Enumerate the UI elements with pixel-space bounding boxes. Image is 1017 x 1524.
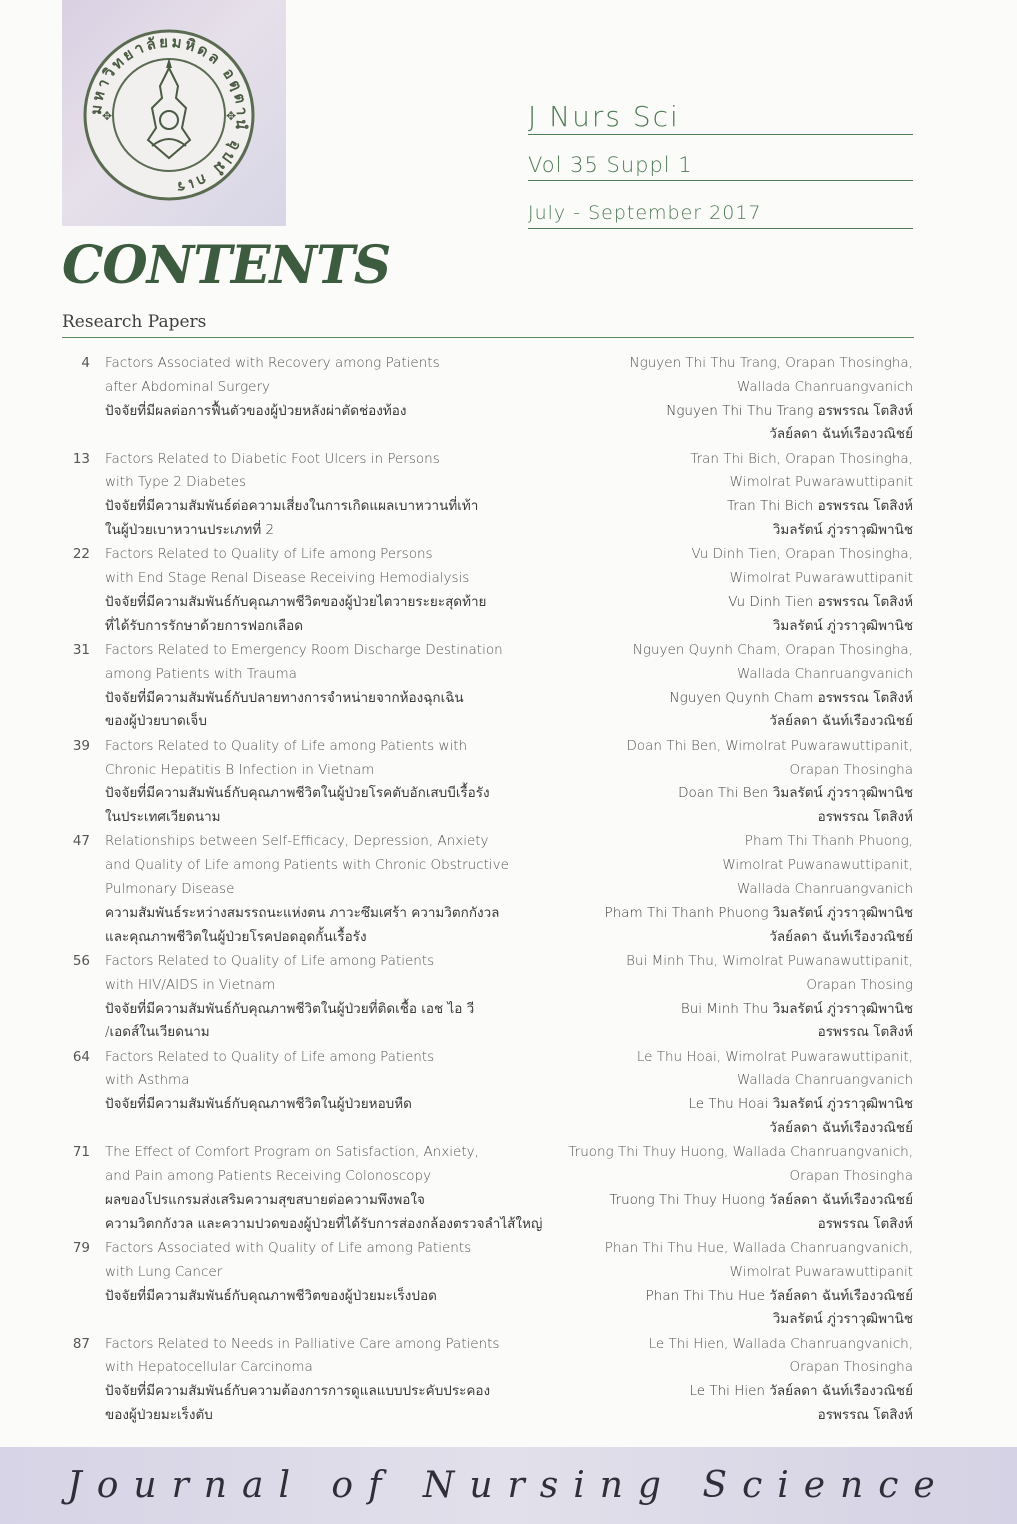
author-line: อรพรรณ โตสิงห์ (817, 809, 913, 826)
title-line: with End Stage Renal Disease Receiving Hemodialysis (105, 570, 470, 587)
title-line: และคุณภาพชีวิตในผู้ป่วยโรคปอดอุดกั้นเรื้อรัง (105, 928, 367, 945)
author-line: Le Thu Hoai, Wimolrat Puwarawuttipanit, (636, 1048, 913, 1065)
page-number: 64 (72, 1048, 90, 1065)
title-line: ปัจจัยที่มีความสัมพันธ์กับปลายทางการจำหน่ายจากห้องฉุกเฉิน (105, 689, 464, 706)
author-line: Pham Thi Thanh Phuong วิมลรัตน์ ภู่วราวุฒิพานิช (604, 904, 913, 921)
title-line: /เอดส์ในเวียดนาม (105, 1024, 210, 1041)
title-line: The Effect of Comfort Program on Satisfaction, Anxiety, (105, 1144, 479, 1161)
author-line: Wallada Chanruangvanich (736, 1072, 913, 1089)
title-line: ของผู้ป่วยมะเร็งตับ (105, 1407, 213, 1424)
title-line: Factors Related to Quality of Life among Persons (105, 546, 433, 563)
footer-journal-name: Journal of Nursing Science (67, 1465, 950, 1506)
title-line: with Asthma (105, 1072, 190, 1089)
article-authors (493, 1046, 913, 1141)
issue-date: July - September 2017 (528, 202, 913, 229)
title-line: ปัจจัยที่มีความสัมพันธ์กับคุณภาพชีวิตของผู้ป่วยไตวายระยะสุดท้าย (105, 593, 487, 610)
author-line: วัลย์ลดา ฉันท์เรืองวณิชย์ (769, 426, 913, 443)
svg-text:✥: ✥ (102, 109, 113, 123)
article-authors (493, 830, 913, 949)
author-line: อรพรรณ โตสิงห์ (817, 1024, 913, 1041)
article-authors (493, 352, 913, 447)
author-line: Orapan Thosingha (789, 1359, 913, 1376)
author-line: Nguyen Thi Thu Trang, Orapan Thosingha, (629, 355, 913, 371)
title-line: Factors Related to Quality of Life among Patients with (105, 737, 468, 754)
title-line: and Pain among Patients Receiving Colonoscopy (105, 1168, 432, 1185)
author-line: วัลย์ลดา ฉันท์เรืองวณิชย์ (769, 1120, 913, 1137)
title-line: ปัจจัยที่มีความสัมพันธ์กับคุณภาพชีวิตในผู้ป่วยโรคตับอักเสบบีเรื้อรัง (105, 785, 490, 802)
page-number: 47 (72, 833, 90, 850)
author-line: Doan Thi Ben, Wimolrat Puwarawuttipanit, (626, 737, 913, 754)
title-line: Factors Related to Diabetic Foot Ulcers in Persons (105, 450, 440, 467)
toc-entry[interactable] (0, 1046, 1017, 1142)
article-authors (493, 639, 913, 734)
title-line: Pulmonary Disease (105, 881, 235, 898)
title-line: Factors Related to Needs in Palliative Care among Patients (105, 1335, 500, 1352)
author-line: Truong Thi Thuy Huong วัลย์ลดา ฉันท์เรืองวณิชย์ (609, 1191, 913, 1208)
page-number: 22 (72, 546, 90, 563)
title-line: ปัจจัยที่มีความสัมพันธ์กับคุณภาพชีวิตของผู้ป่วยมะเร็งปอด (105, 1287, 437, 1304)
author-line: Bui Minh Thu วิมลรัตน์ ภู่วราวุฒิพานิช (680, 1000, 913, 1017)
page-number: 31 (72, 642, 90, 659)
title-line: Factors Related to Emergency Room Discharge Destination (105, 642, 503, 659)
section-label: Research Papers (62, 312, 207, 332)
page-number: 71 (72, 1144, 90, 1161)
author-line: Wimolrat Puwarawuttipanit (729, 474, 913, 491)
author-line: Tran Thi Bich, Orapan Thosingha, (690, 450, 913, 467)
title-line: with Lung Cancer (105, 1263, 223, 1280)
contents-heading: CONTENTS (62, 235, 391, 296)
author-line: วิมลรัตน์ ภู่วราวุฒิพานิช (772, 1311, 913, 1328)
author-line: วัลย์ลดา ฉันท์เรืองวณิชย์ (769, 713, 913, 730)
toc-entry[interactable] (0, 1333, 1017, 1429)
title-line: among Patients with Trauma (105, 665, 297, 682)
title-line: ความวิตกกังวล และความปวดของผู้ป่วยที่ได้รับการส่องกล้องตรวจลำไส้ใหญ่ (105, 1215, 543, 1232)
toc-entry[interactable] (0, 1141, 1017, 1237)
title-line: ปัจจัยที่มีความสัมพันธ์ต่อความเสี่ยงในการเกิดแผลเบาหวานที่เท้า (105, 498, 479, 515)
author-line: อรพรรณ โตสิงห์ (817, 1407, 913, 1424)
title-line: and Quality of Life among Patients with Chronic Obstructive (105, 857, 509, 874)
title-line: with Type 2 Diabetes (105, 474, 247, 491)
title-line: Chronic Hepatitis B Infection in Vietnam (105, 761, 375, 778)
page-number: 4 (81, 355, 90, 371)
author-line: Phan Thi Thu Hue วัลย์ลดา ฉันท์เรืองวณิชย์ (645, 1287, 913, 1304)
title-line: ในประเทศเวียดนาม (105, 809, 221, 826)
article-authors (493, 1141, 913, 1236)
title-line: ปัจจัยที่มีความสัมพันธ์กับคุณภาพชีวิตในผู้ป่วยที่ติดเชื้อ เอช ไอ วี (105, 1000, 475, 1017)
mahidol-seal-logo (82, 28, 256, 202)
title-line: Factors Associated with Recovery among Patients (105, 355, 440, 371)
page-number: 13 (72, 450, 90, 467)
title-line: Factors Related to Quality of Life among Patients (105, 952, 435, 969)
author-line: Le Thi Hien วัลย์ลดา ฉันท์เรืองวณิชย์ (689, 1383, 913, 1400)
author-line: Nguyen Thi Thu Trang อรพรรณ โตสิงห์ (666, 402, 913, 419)
journal-abbrev: J Nurs Sci (528, 100, 913, 135)
author-line: Bui Minh Thu, Wimolrat Puwanawuttipanit, (626, 952, 913, 969)
toc-entry[interactable] (0, 1237, 1017, 1333)
footer-band (0, 1447, 1017, 1524)
toc-entry[interactable] (0, 543, 1017, 639)
section-divider (62, 337, 914, 338)
author-line: Nguyen Quynh Cham อรพรรณ โตสิงห์ (669, 689, 913, 706)
article-authors (493, 1333, 913, 1428)
title-line: ผลของโปรแกรมส่งเสริมความสุขสบายต่อความพึงพอใจ (105, 1191, 425, 1208)
toc-entry[interactable] (0, 448, 1017, 544)
author-line: Pham Thi Thanh Phuong, (744, 833, 913, 850)
title-line: with Hepatocellular Carcinoma (105, 1359, 313, 1376)
author-line: Le Thi Hien, Wallada Chanruangvanich, (648, 1335, 913, 1352)
page-number: 79 (72, 1240, 90, 1256)
toc-entry[interactable] (0, 735, 1017, 831)
toc-entry[interactable] (0, 639, 1017, 735)
toc-list (0, 352, 1017, 1428)
title-line: ของผู้ป่วยบาดเจ็บ (105, 713, 207, 730)
author-line: Wallada Chanruangvanich (736, 665, 913, 682)
title-line: with HIV/AIDS in Vietnam (105, 976, 276, 993)
author-line: วัลย์ลดา ฉันท์เรืองวณิชย์ (769, 928, 913, 945)
author-line: วิมลรัตน์ ภู่วราวุฒิพานิช (772, 617, 913, 634)
title-line: Relationships between Self-Efficacy, Depression, Anxiety (105, 833, 489, 850)
title-line: after Abdominal Surgery (105, 378, 271, 395)
article-authors (493, 1237, 913, 1332)
author-line: วิมลรัตน์ ภู่วราวุฒิพานิช (772, 522, 913, 539)
page-number: 87 (72, 1335, 90, 1352)
volume-label: Vol 35 Suppl 1 (528, 153, 913, 181)
author-line: Wimolrat Puwarawuttipanit (729, 570, 913, 587)
author-line: Orapan Thosingha (789, 1168, 913, 1185)
author-line: Tran Thi Bich อรพรรณ โตสิงห์ (727, 498, 913, 515)
author-line: Doan Thi Ben วิมลรัตน์ ภู่วราวุฒิพานิช (678, 785, 913, 802)
author-line: Nguyen Quynh Cham, Orapan Thosingha, (632, 642, 913, 659)
toc-entry[interactable] (0, 950, 1017, 1046)
author-line: Wimolrat Puwanawuttipanit, (722, 857, 913, 874)
page-number: 56 (72, 952, 90, 969)
author-line: Vu Dinh Tien, Orapan Thosingha, (691, 546, 913, 563)
author-line: Le Thu Hoai วิมลรัตน์ ภู่วราวุฒิพานิช (688, 1096, 913, 1113)
title-line: Factors Related to Quality of Life among Patients (105, 1048, 435, 1065)
title-line: ปัจจัยที่มีความสัมพันธ์กับคุณภาพชีวิตในผู้ป่วยหอบหืด (105, 1096, 412, 1113)
logo-panel (62, 0, 286, 226)
title-line: Factors Associated with Quality of Life among Patients (105, 1240, 472, 1256)
toc-entry[interactable] (0, 352, 1017, 448)
author-line: Phan Thi Thu Hue, Wallada Chanruangvanich, (604, 1240, 913, 1256)
seal-lettering: มหาวิทยาลัยมหิดล อตฺตานํ อุปมํ กเร (86, 32, 252, 197)
author-line: Wallada Chanruangvanich (736, 378, 913, 395)
svg-text:✥: ✥ (226, 109, 237, 123)
author-line: Truong Thi Thuy Huong, Wallada Chanruangvanich, (568, 1144, 913, 1161)
author-line: อรพรรณ โตสิงห์ (817, 1215, 913, 1232)
toc-entry[interactable] (0, 830, 1017, 950)
page-number: 39 (72, 737, 90, 754)
author-line: Orapan Thosingha (789, 761, 913, 778)
title-line: ปัจจัยที่มีความสัมพันธ์กับความต้องการการดูแลแบบประคับประคอง (105, 1383, 491, 1400)
article-authors (493, 543, 913, 638)
article-authors (493, 950, 913, 1045)
article-authors (493, 735, 913, 830)
title-line: ปัจจัยที่มีผลต่อการฟื้นตัวของผู้ป่วยหลังผ่าตัดช่องท้อง (105, 402, 407, 419)
author-line: Vu Dinh Tien อรพรรณ โตสิงห์ (728, 593, 913, 610)
author-line: Wimolrat Puwarawuttipanit (729, 1263, 913, 1280)
title-line: ในผู้ป่วยเบาหวานประเภทที่ 2 (105, 522, 275, 539)
author-line: Wallada Chanruangvanich (736, 881, 913, 898)
title-line: ที่ได้รับการรักษาด้วยการฟอกเลือด (105, 617, 304, 634)
author-line: Orapan Thosing (806, 976, 913, 993)
title-line: ความสัมพันธ์ระหว่างสมรรถนะแห่งตน ภาวะซึมเศร้า ความวิตกกังวล (105, 904, 500, 921)
article-authors (493, 448, 913, 543)
